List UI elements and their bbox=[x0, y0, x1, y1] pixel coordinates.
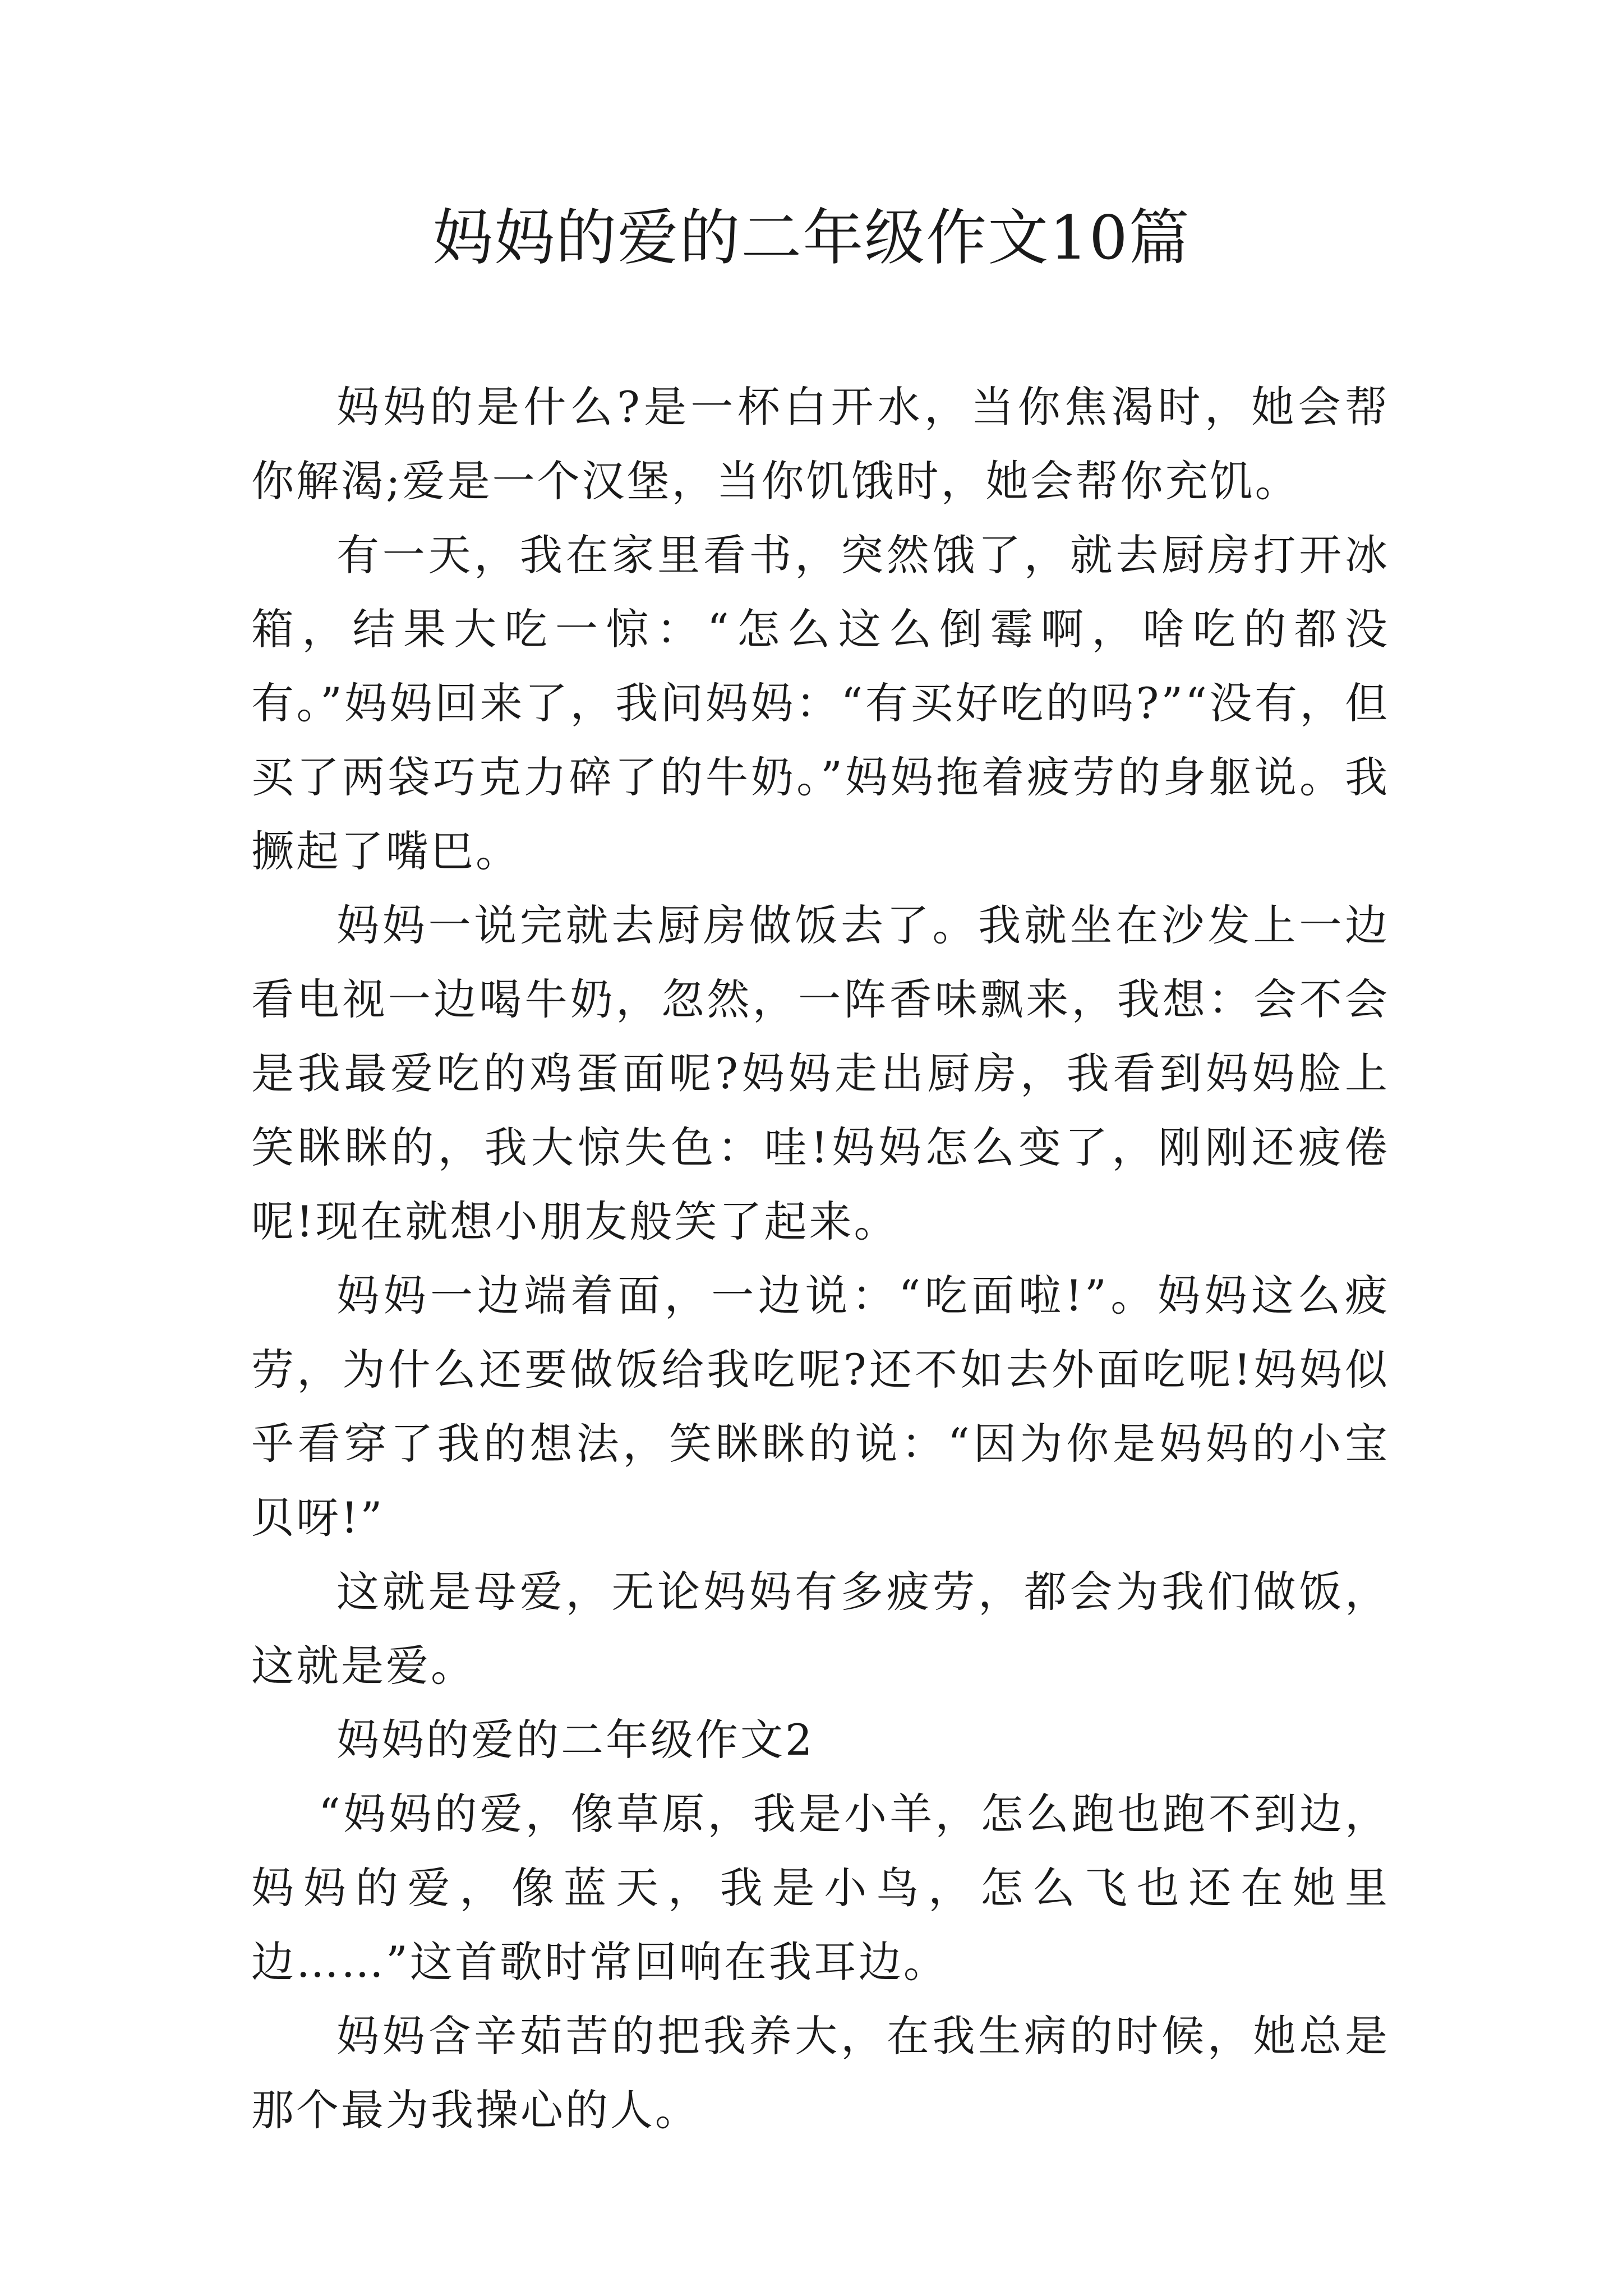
document-body bbox=[251, 370, 1390, 2147]
paragraph-1: 妈妈的是什么?是一杯白开水，当你焦渴时，她会帮你解渴;爱是一个汉堡，当你饥饿时，她会帮你充饥。 bbox=[251, 382, 1390, 506]
section-heading-2: 妈妈的爱的二年级作文2 bbox=[336, 1715, 815, 1765]
paragraph-5: 这就是母爱，无论妈妈有多疲劳，都会为我们做饭，这就是爱。 bbox=[251, 1567, 1390, 1691]
paragraph-4: 妈妈一边端着面，一边说：“吃面啦!”。妈妈这么疲劳，为什么还要做饭给我吃呢?还不如去外面吃呢!妈妈似乎看穿了我的想法，笑眯眯的说：“因为你是妈妈的小宝贝呀!” bbox=[251, 1271, 1390, 1543]
paragraph-3: 妈妈一说完就去厨房做饭去了。我就坐在沙发上一边看电视一边喝牛奶，忽然，一阵香味飘来，我想：会不会是我最爱吃的鸡蛋面呢?妈妈走出厨房，我看到妈妈脸上笑眯眯的，我大惊失色：哇!妈妈怎么变了，刚刚还疲倦呢!现在就想小朋友般笑了起来。 bbox=[251, 900, 1390, 1246]
document-title: 妈妈的爱的二年级作文10篇 bbox=[432, 203, 1191, 273]
paragraph-6: “妈妈的爱，像草原，我是小羊，怎么跑也跑不到边，妈妈的爱，像蓝天，我是小鸟，怎么飞也还在她里边……”这首歌时常回响在我耳边。 bbox=[251, 1789, 1390, 1987]
paragraph-2: 有一天，我在家里看书，突然饿了，就去厨房打开冰箱，结果大吃一惊：“怎么这么倒霉啊，啥吃的都没有。”妈妈回来了，我问妈妈：“有买好吃的吗?”“没有，但买了两袋巧克力碎了的牛奶。”妈妈拖着疲劳的身躯说。我撅起了嘴巴。 bbox=[251, 530, 1390, 876]
paragraph-7: 妈妈含辛茹苦的把我养大，在我生病的时候，她总是那个最为我操心的人。 bbox=[251, 2011, 1390, 2135]
